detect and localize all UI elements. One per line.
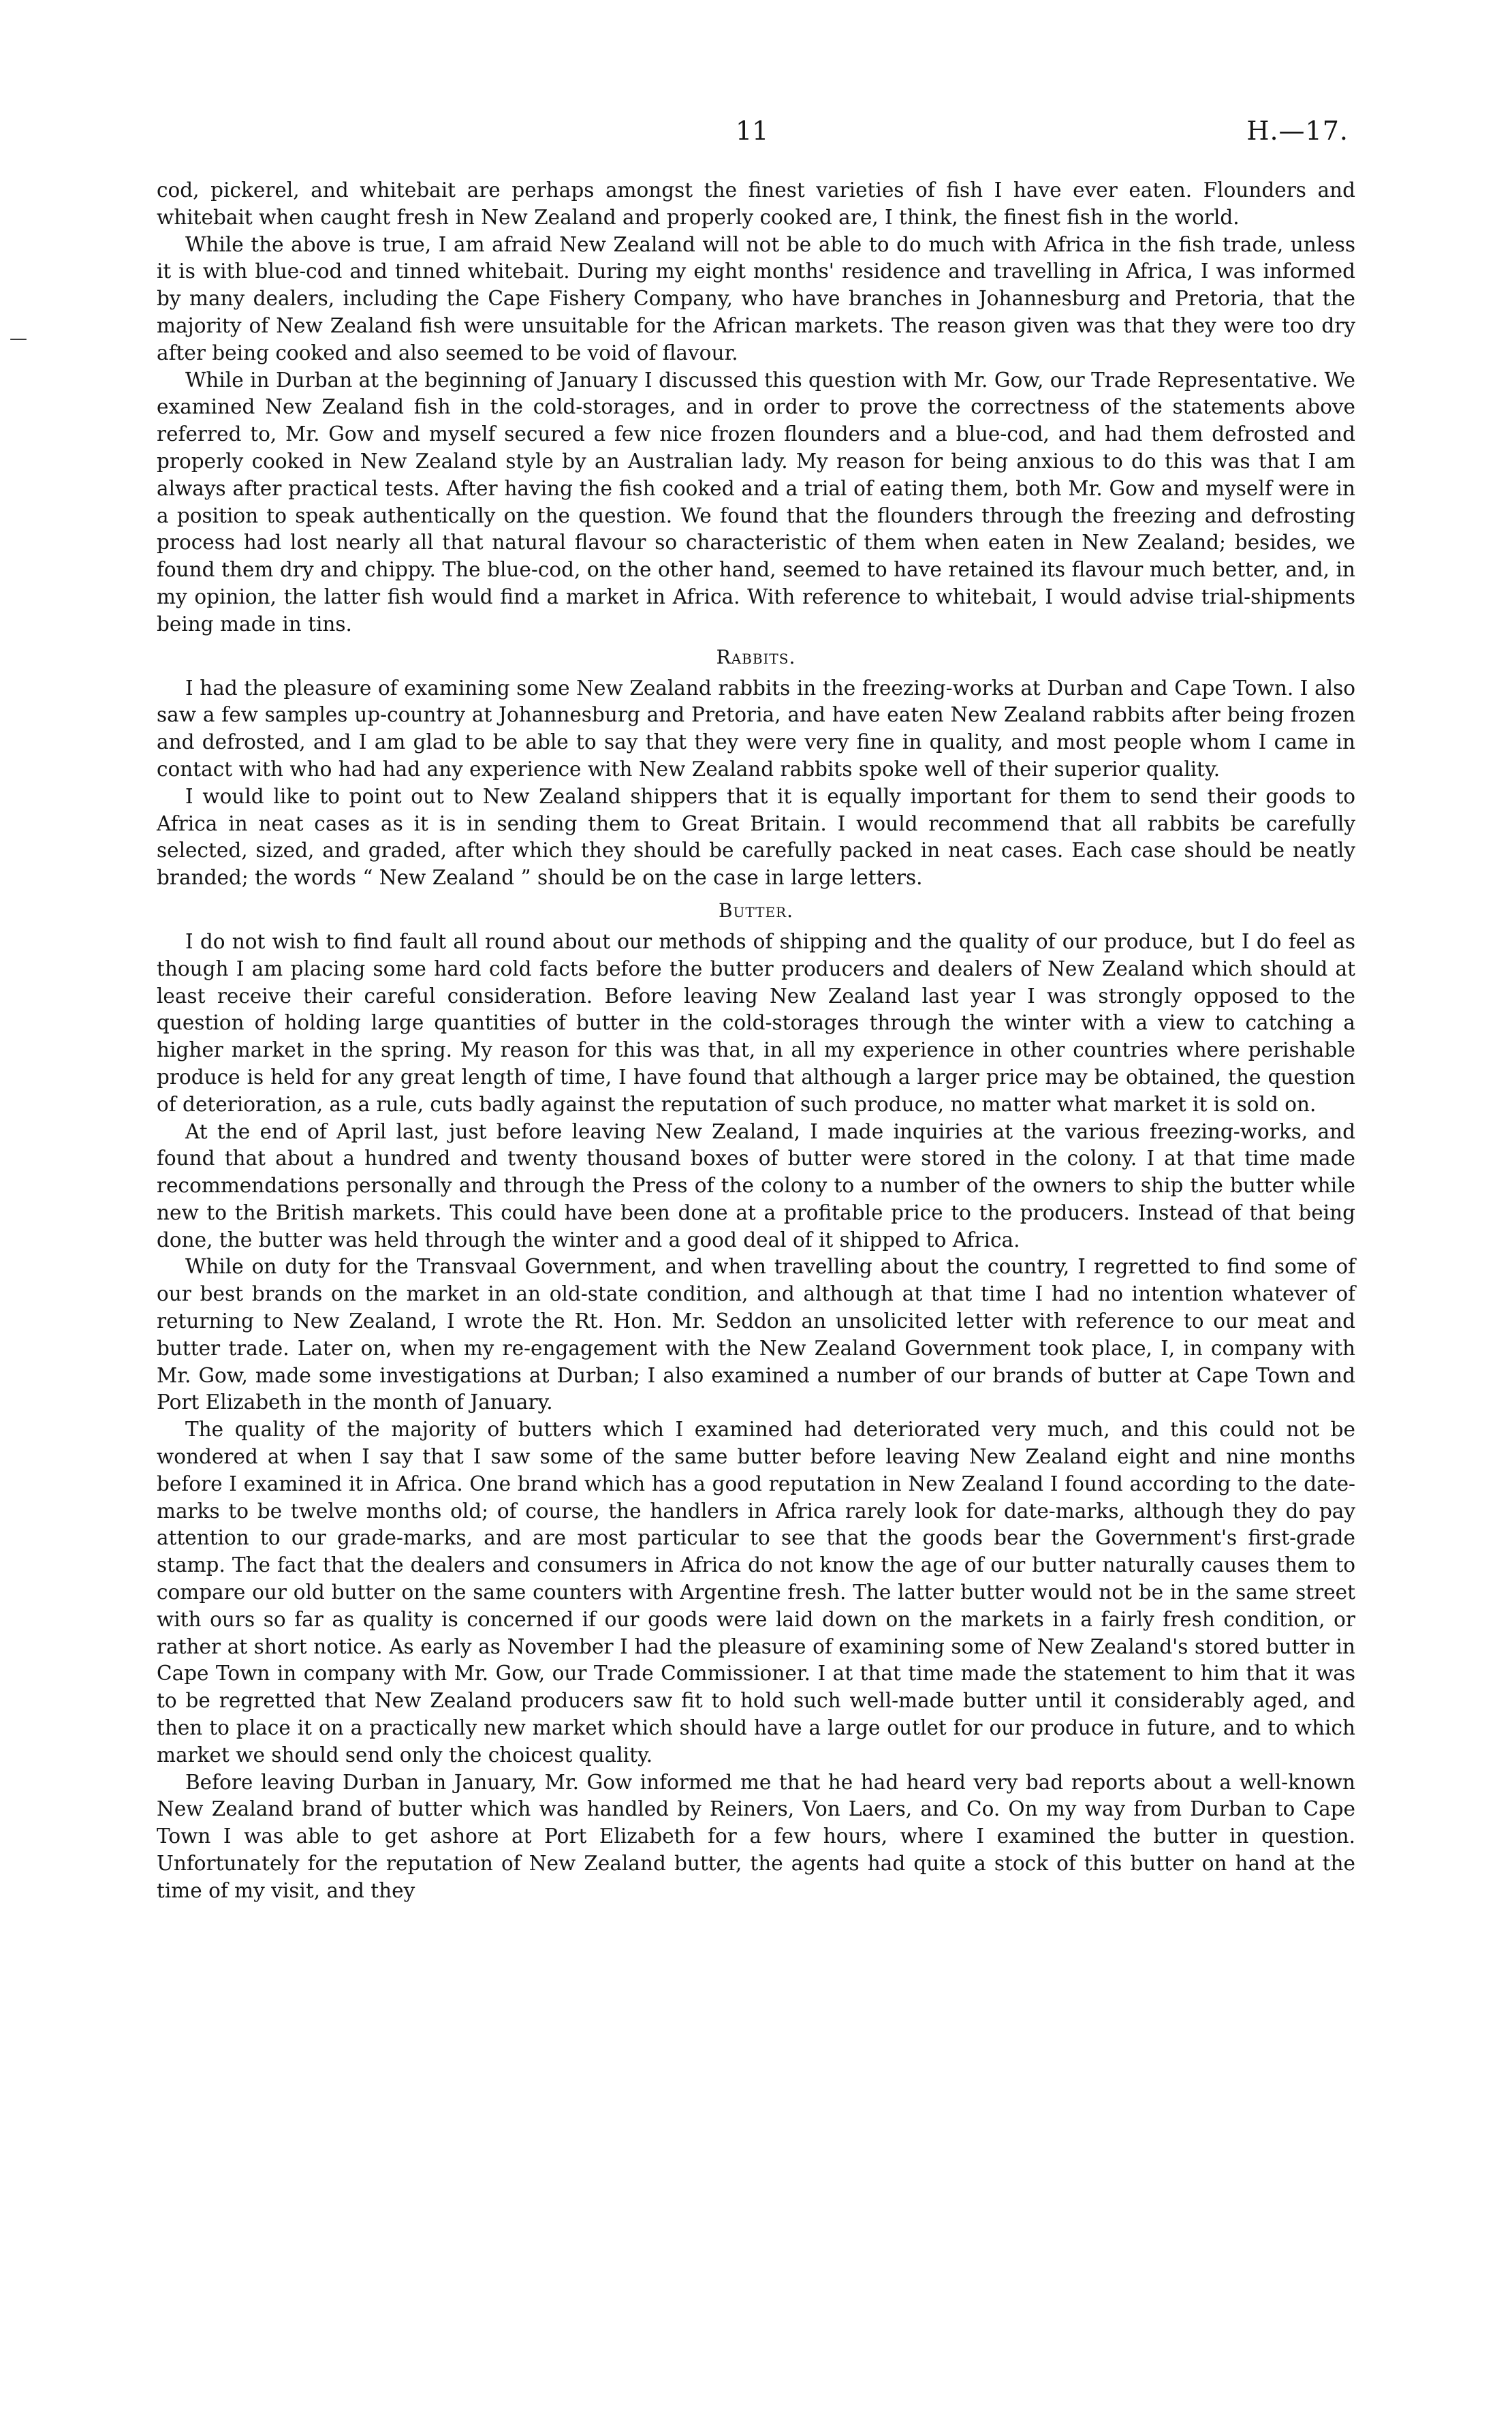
paragraph: The quality of the majority of butters which I examined had deteriorated very much, and this could not be wondered at when I say that I saw some of the same butter before leaving New Zealand eight and nine months before I examined it in Africa. One brand which has a good reputation in New Zealand I found according to the date-marks to be twelve months old; of course, the handlers in Africa rarely look for date-marks, although they do pay attention to our grade-marks, and are most particular to see that the goods bear the Government's first-grade stamp. The fact that the dealers and consumers in Africa do not know the age of our butter naturally causes them to compare our old butter on the same counters with Argentine fresh. The latter butter would not be in the same street with ours so far as quality is concerned if our goods were laid down on the markets in a fairly fresh condition, or rather at short notice. As early as November I had the pleasure of examining some of New Zealand's stored butter in Cape Town in company with Mr. Gow, our Trade Commissioner. I at that time made the statement to him that it was to be regretted that New Zealand producers saw fit to hold such well-made butter until it considerably aged, and then to place it on a practically new market which should have a large outlet for our produce in future, and to which market we should send only the choicest quality. [157,1418,1355,1767]
paragraph: While the above is true, I am afraid New Zealand will not be able to do much with Africa in the fish trade, unless it is with blue-cod and tinned whitebait. During my eight months' residence and travelling in Africa, I was informed by many dealers, including the Cape Fishery Company, who have branches in Johannesburg and Pretoria, that the majority of New Zealand fish were unsuitable for the African markets. The reason given was that they were too dry after being cooked and also seemed to be void of flavour. [157,232,1355,364]
paragraph: While in Durban at the beginning of January I discussed this question with Mr. Gow, our Trade Representative. We examined New Zealand fish in the cold-storages, and in order to prove the correctness of the statements above referred to, Mr. Gow and myself secured a few nice frozen flounders and a blue-cod, and had them defrosted and properly cooked in New Zealand style by an Australian lady. My reason for being anxious to do this was that I am always after practical tests. After having the fish cooked and a trial of eating them, both Mr. Gow and myself were in a position to speak authentically on the question. We found that the flounders through the freezing and defrosting process had lost nearly all that natural flavour so characteristic of them when eaten in New Zealand; besides, we found them dry and chippy. The blue-cod, on the other hand, seemed to have retained its flavour much better, and, in my opinion, the latter fish would find a market in Africa. With reference to whitebait, I would advise trial-shipments being made in tins. [157,368,1355,636]
paragraph: While on duty for the Transvaal Government, and when travelling about the country, I regretted to find some of our best brands on the market in an old-state condition, and although at that time I had no intention whatever of returning to New Zealand, I wrote the Rt. Hon. Mr. Seddon an unsolicited letter with reference to our meat and butter trade. Later on, when my re-engagement with the New Zealand Government took place, I, in company with Mr. Gow, made some investigations at Durban; I also examined a number of our brands of butter at Cape Town and Port Elizabeth in the month of January. [157,1255,1355,1414]
paragraph: I had the pleasure of examining some New Zealand rabbits in the freezing-works at Durban and Cape Town. I also saw a few samples up-country at Johannesburg and Pretoria, and have eaten New Zealand rabbits after being frozen and defrosted, and I am glad to be able to say that they were very fine in quality, and most people whom I came in contact with who had had any experience with New Zealand rabbits spoke well of their superior quality. [157,676,1355,781]
paragraph: I would like to point out to New Zealand shippers that it is equally important for them to send their goods to Africa in neat cases as it is in sending them to Great Britain. I would recommend that all rabbits be carefully selected, sized, and graded, after which they should be carefully packed in neat cases. Each case should be neatly branded; the words “ New Zealand ” should be on the case in large letters. [157,784,1355,890]
paragraph: Before leaving Durban in January, Mr. Gow informed me that he had heard very bad reports about a well-known New Zealand brand of butter which was handled by Reiners, Von Laers, and Co. On my way from Durban to Cape Town I was able to get ashore at Port Elizabeth for a few hours, where I examined the butter in question. Unfortunately for the reputation of New Zealand butter, the agents had quite a stock of this butter on hand at the time of my visit, and they [157,1770,1355,1902]
margin-tick-mark: — [10,328,27,349]
page-header [0,116,1512,157]
paragraph: cod, pickerel, and whitebait are perhaps amongst the finest varieties of fish I have ever eaten. Flounders and whitebait when caught fresh in New Zealand and properly cooked are, I think, the finest fish in the world. [157,178,1355,229]
paragraph: At the end of April last, just before leaving New Zealand, I made inquiries at the various freezing-works, and found that about a hundred and twenty thousand boxes of butter were stored in the colony. I at that time made recommendations personally and through the Press of the colony to a number of the owners to ship the butter while new to the British markets. This could have been done at a profitable price to the producers. Instead of that being done, the butter was held through the winter and a good deal of it shipped to Africa. [157,1119,1355,1252]
page-number: 11 [736,116,769,146]
section-heading-rabbits: Rabbits. [716,645,796,668]
document-reference: H.—17. [1246,116,1349,146]
section-heading-butter: Butter. [718,899,794,922]
body-text [157,177,1355,1905]
paragraph: I do not wish to find fault all round about our methods of shipping and the quality of our produce, but I do feel as though I am placing some hard cold facts before the butter producers and dealers of New Zealand which should at least receive their careful consideration. Before leaving New Zealand last year I was strongly opposed to the question of holding large quantities of butter in the cold-storages through the winter with a view to catching a higher market in the spring. My reason for this was that, in all my experience in other countries where perishable produce is held for any great length of time, I have found that although a larger price may be obtained, the question of deterioration, as a rule, cuts badly against the reputation of such produce, no matter what market it is sold on. [157,929,1355,1116]
